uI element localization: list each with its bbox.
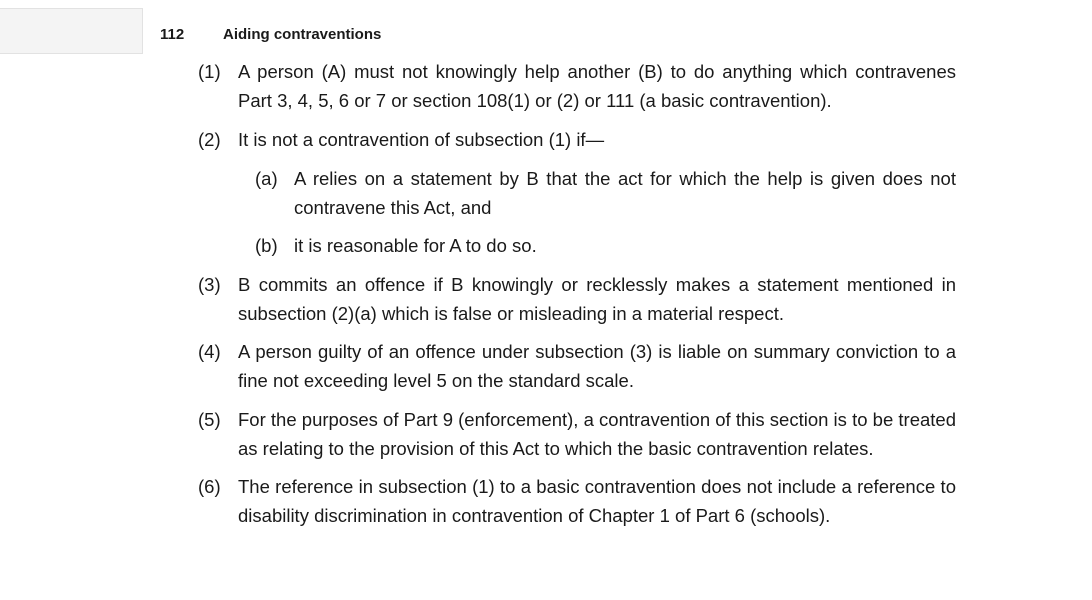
subsection-text: It is not a contravention of subsection (1) if— xyxy=(238,128,605,150)
subsection-3 xyxy=(198,270,956,328)
paragraph-number: (a) xyxy=(255,167,278,189)
subsection-2 xyxy=(198,125,956,154)
section-heading xyxy=(160,26,381,44)
section-title: Aiding contraventions xyxy=(223,26,382,43)
subsection-5 xyxy=(198,405,956,463)
side-panel xyxy=(0,8,143,54)
paragraph-text: A relies on a statement by B that the act for which the help is given does not contravene this Act, and xyxy=(294,167,956,218)
paragraph-text: it is reasonable for A to do so. xyxy=(294,235,537,256)
paragraph-b xyxy=(255,231,956,260)
subsection-4 xyxy=(198,337,956,395)
section-body xyxy=(198,57,956,540)
subsection-2-paragraphs xyxy=(255,164,956,261)
subsection-number: (3) xyxy=(198,273,221,295)
subsection-text: B commits an offence if B knowingly or recklessly makes a statement mentioned in subsection (2)(a) which is false or misleading in a material respect. xyxy=(238,273,956,324)
subsection-text: A person (A) must not knowingly help another (B) to do anything which contravenes Part 3, 4, 5, 6 or 7 or section 108(1) or (2) or 111 (a basic contravention). xyxy=(238,61,956,111)
subsection-number: (4) xyxy=(198,341,221,362)
subsection-6 xyxy=(198,472,956,530)
subsection-1 xyxy=(198,57,956,115)
subsection-text: A person guilty of an offence under subsection (3) is liable on summary conviction to a fine not exceeding level 5 on the standard scale. xyxy=(238,341,956,391)
subsection-number: (6) xyxy=(198,476,221,497)
section-number: 112 xyxy=(160,26,185,43)
subsection-number: (2) xyxy=(198,128,221,150)
subsection-number: (1) xyxy=(198,61,221,82)
subsection-number: (5) xyxy=(198,408,221,430)
subsection-text: For the purposes of Part 9 (enforcement), a contravention of this section is to be treated as relating to the provision of this Act to which the basic contravention relates. xyxy=(238,408,956,459)
paragraph-a xyxy=(255,164,956,222)
paragraph-number: (b) xyxy=(255,235,278,256)
subsection-text: The reference in subsection (1) to a basic contravention does not include a reference to disability discrimination in contravention of Chapter 1 of Part 6 (schools). xyxy=(238,476,956,526)
